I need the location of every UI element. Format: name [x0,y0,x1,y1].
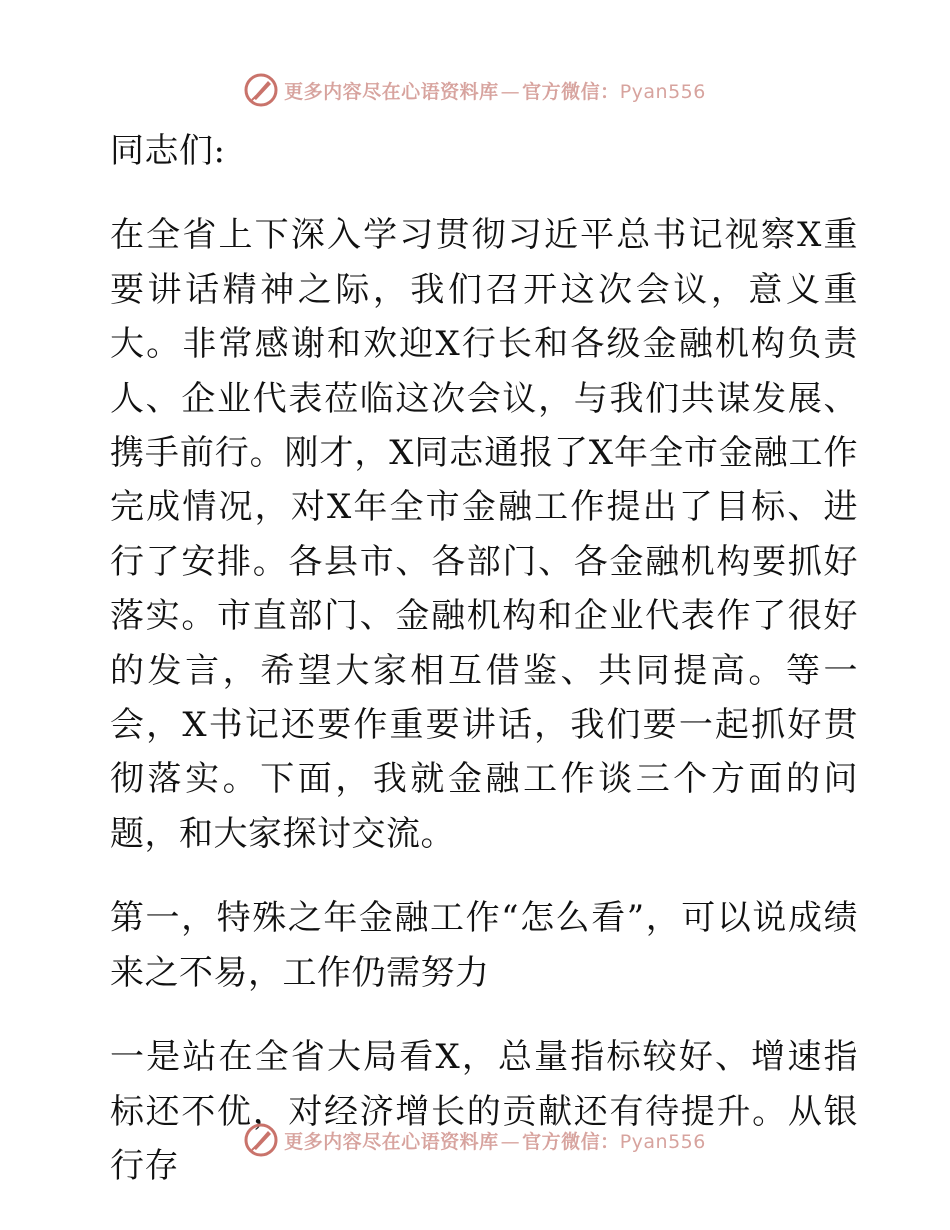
watermark-text: 更多内容尽在心语资料库 — 官方微信：Pyan556 [284,1130,706,1153]
quill-logo-icon [244,73,278,107]
paragraph-opening: 在全省上下深入学习贯彻习近平总书记视察X重要讲话精神之际，我们召开这次会议，意义重大。非常感谢和欢迎X行长和各级金融机构负责人、企业代表莅临这次会议，与我们共谋发展、携手前行。刚才，X同志通报了X年全市金融工作完成情况，对X年全市金融工作提出了目标、进行了安排。各县市、各部门、各金融机构要抓好落实。市直部门、金融机构和企业代表作了很好的发言，希望大家相互借鉴、共同提高。等一会，X书记还要作重要讲话，我们要一起抓好贯彻落实。下面，我就金融工作谈三个方面的问题，和大家探讨交流。 [110,215,858,854]
quill-logo-icon [244,1123,278,1157]
watermark-text: 更多内容尽在心语资料库 — 官方微信：Pyan556 [284,80,706,103]
footer-watermark-banner [0,1120,950,1160]
document-body [98,124,858,1193]
header-watermark-banner [0,70,950,110]
salutation: 同志们: [110,131,226,171]
paragraph-point-one: 一是站在全省大局看X，总量指标较好、增速指标还不优，对经济增长的贡献还有待提升。从银行存 [110,1037,858,1186]
paragraph-section-one-heading: 第一，特殊之年金融工作“怎么看”，可以说成绩来之不易，工作仍需努力 [110,898,858,993]
